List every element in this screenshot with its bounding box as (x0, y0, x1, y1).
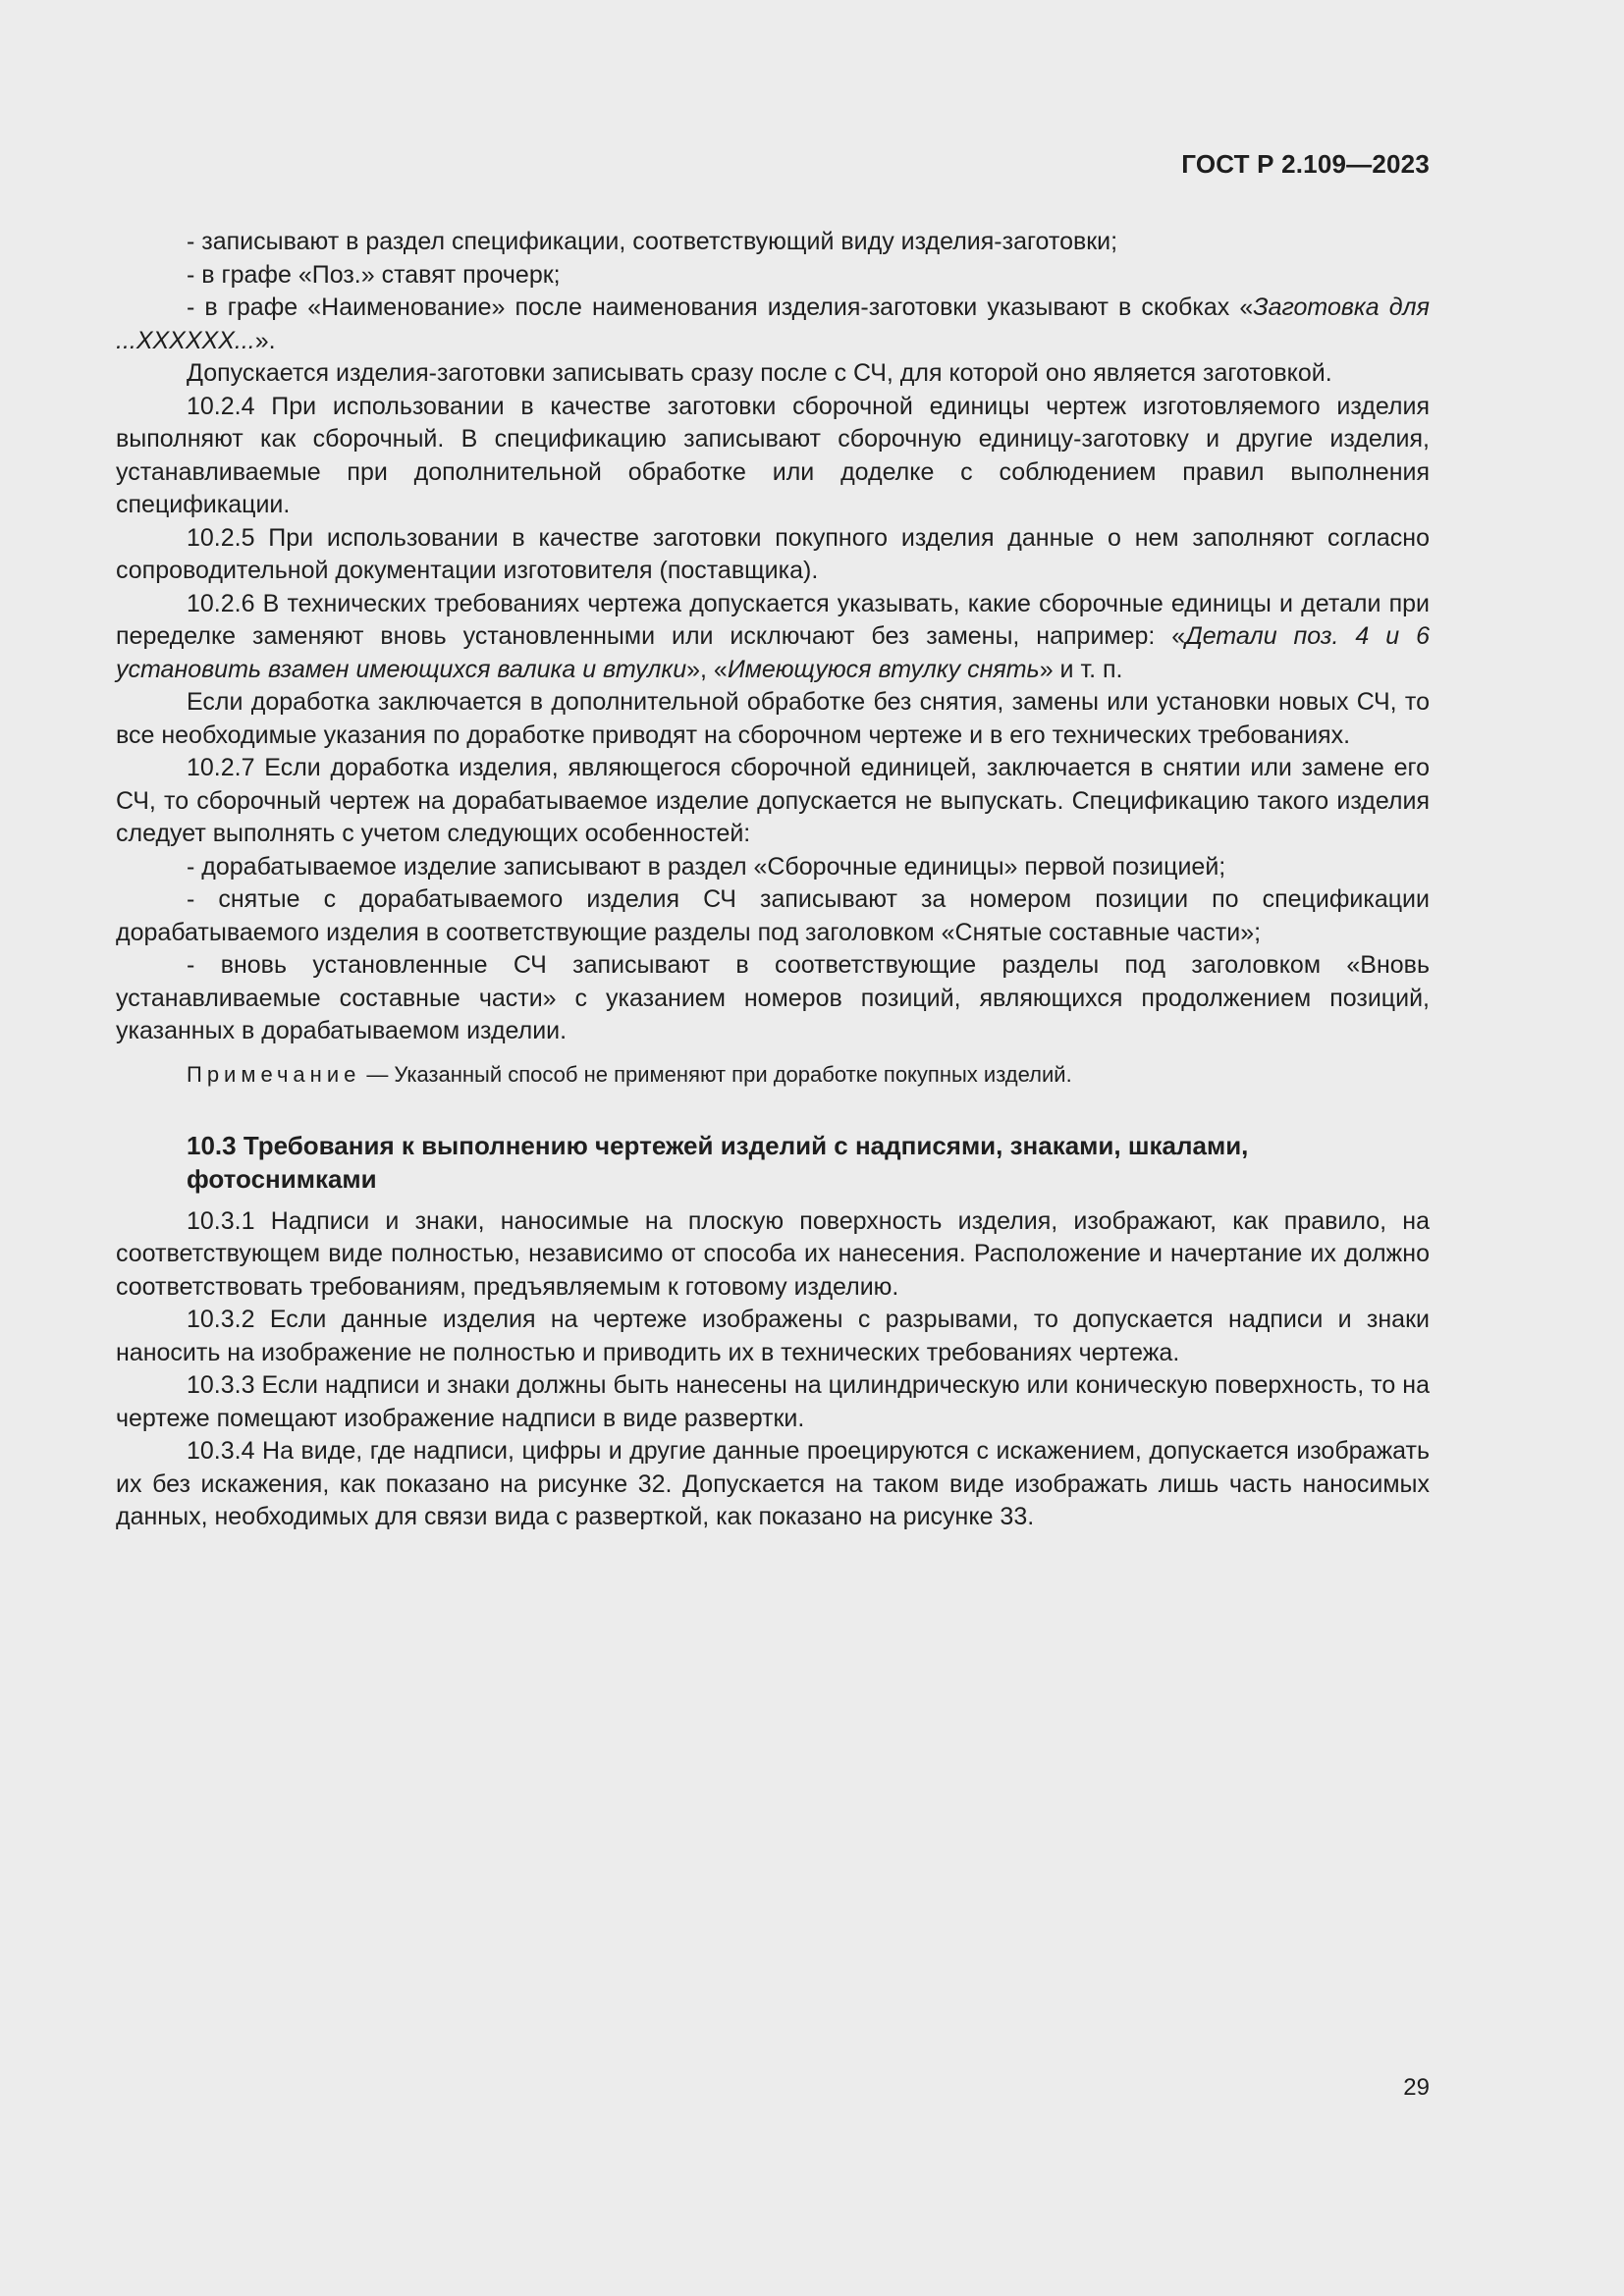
list-item-new-parts: - вновь установленные СЧ записывают в соответствующие разделы под заголовком «Вновь устанавливаемые составные части» с указанием номеров позиций, являющихся продолжением позиций, указанных в дорабатываемом изделии. (116, 951, 1430, 1044)
paragraph-10-2-6-post: » и т. п. (1039, 655, 1123, 683)
paragraph-10-3-4: 10.3.4 На виде, где надписи, цифры и другие данные проецируются с искажением, допускается изображать их без искажения, как показано на рисунке 32. Допускается на таком виде изображать лишь часть наносимых данных, необходимых для связи вида с разверткой, как показано на рисунке 33. (116, 1437, 1430, 1530)
paragraph-10-2-6 (116, 588, 1430, 687)
note-label: Примечание (187, 1061, 361, 1087)
document-body (116, 226, 1430, 1534)
paragraph-pos-column: - в графе «Поз.» ставят прочерк; (187, 260, 561, 289)
paragraph-name-column (116, 292, 1430, 357)
paragraph-10-3-2: 10.3.2 Если данные изделия на чертеже изображены с разрывами, то допускается надписи и знаки наносить на изображение не полностью и приводить их в технических требованиях чертежа. (116, 1306, 1430, 1366)
document-code-header: ГОСТ Р 2.109—2023 (1181, 149, 1430, 179)
paragraph-name-column-post: ». (254, 326, 276, 354)
paragraph-10-2-7: 10.2.7 Если доработка изделия, являющегося сборочной единицей, заключается в снятии или замене его СЧ, то сборочный чертеж на дорабатываемое изделие допускается не выпускать. Спецификацию такого изделия следует выполнять с учетом следующих особенностей: (116, 754, 1430, 847)
note-dash: — (366, 1061, 389, 1087)
paragraph-rework-instructions: Если доработка заключается в дополнительной обработке без снятия, замены или установки новых СЧ, то все необходимые указания по доработке приводят на сборочном чертеже и в его технических требованиях. (116, 688, 1430, 749)
list-item-removed-parts: - снятые с дорабатываемого изделия СЧ записывают за номером позиции по спецификации дорабатываемого изделия в соответствующие разделы под заголовком «Снятые составные части»; (116, 885, 1430, 946)
note-text: Указанный способ не применяют при доработке покупных изделий. (394, 1061, 1072, 1087)
paragraph-10-2-5: 10.2.5 При использовании в качестве заготовки покупного изделия данные о нем заполняют согласно сопроводительной документации изготовителя (поставщика). (116, 523, 1430, 584)
section-heading-10-3: 10.3 Требования к выполнению чертежей изделий с надписями, знаками, шкалами, фотоснимками (187, 1130, 1249, 1194)
paragraph-10-2-4: 10.2.4 При использовании в качестве заготовки сборочной единицы чертеж изготовляемого изделия выполняют как сборочный. В спецификацию записывают сборочную единицу-заготовку и другие изделия, устанавливаемые при дополнительной обработке или доделке с соблюдением правил выполнения спецификации. (116, 392, 1430, 518)
paragraph-10-2-6-pre: 10.2.6 В технических требованиях чертежа допускается указывать, какие сборочные единицы и детали при переделке заменяют вновь установленными или исключают без замены, например: « (116, 589, 1430, 650)
paragraph-spec-section: - записывают в раздел спецификации, соответствующий виду изделия-заготовки; (187, 228, 1118, 255)
paragraph-10-2-6-mid: », « (686, 655, 728, 683)
page-number: 29 (1403, 2074, 1430, 2101)
paragraph-10-3-1: 10.3.1 Надписи и знаки, наносимые на плоскую поверхность изделия, изображают, как правило, на соответствующем виде полностью, независимо от способа их нанесения. Расположение и начертание их должно соответствовать требованиям, предъявляемым к готовому изделию. (116, 1206, 1430, 1301)
paragraph-10-2-6-emphasis-2: Имеющуюся втулку снять (727, 655, 1040, 683)
paragraph-blank-placement: Допускается изделия-заготовки записывать сразу после с СЧ, для которой оно является заготовкой. (187, 359, 1332, 387)
note (116, 1060, 1430, 1090)
paragraph-name-column-pre: - в графе «Наименование» после наименования изделия-заготовки указывают в скобках « (187, 294, 1254, 321)
paragraph-10-2-6-emphasis: Детали поз. 4 и 6 установить взамен имеющихся валика и втулки (116, 622, 1430, 683)
paragraph-10-3-3: 10.3.3 Если надписи и знаки должны быть нанесены на цилиндрическую или коническую поверхность, то на чертеже помещают изображение надписи в виде развертки. (116, 1371, 1430, 1432)
list-item-reworked-product: - дорабатываемое изделие записывают в раздел «Сборочные единицы» первой позицией; (187, 852, 1226, 881)
paragraph-name-column-emphasis: Заготовка для ...XXXXXX... (116, 294, 1430, 354)
